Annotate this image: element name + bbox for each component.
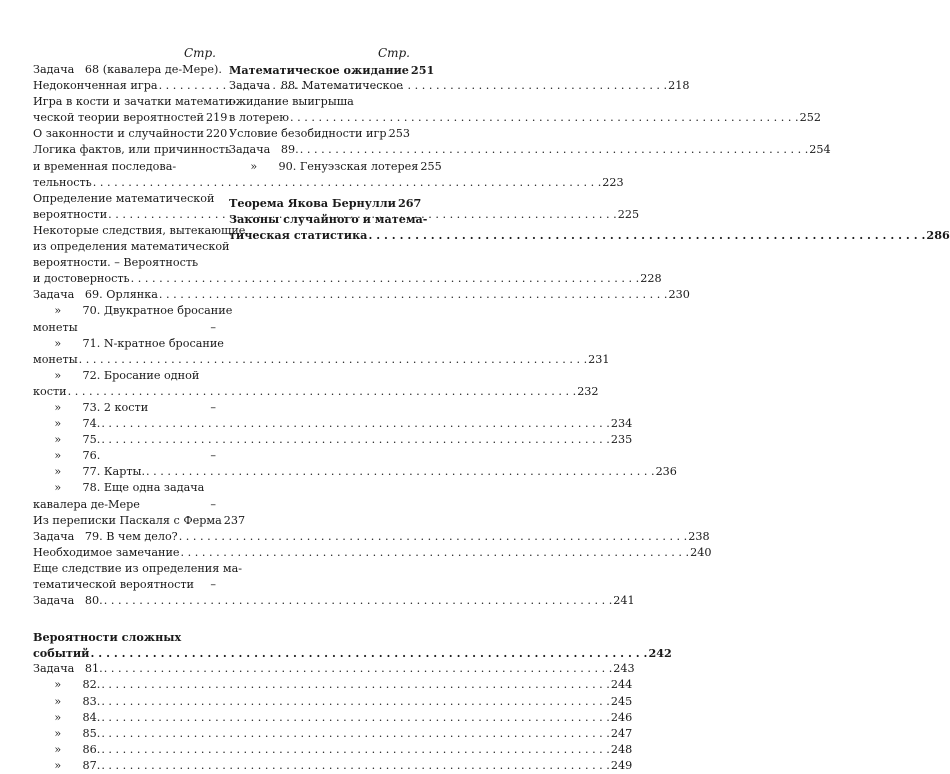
dot-leader bbox=[101, 432, 610, 448]
dot-leader bbox=[101, 742, 610, 758]
toc-line bbox=[33, 645, 216, 661]
toc-entry-title: Условие безобидности игр bbox=[229, 126, 387, 142]
toc-entry bbox=[33, 561, 216, 593]
toc-entry-title: » 84. bbox=[33, 710, 100, 726]
toc-page bbox=[0, 0, 439, 700]
toc-right-column bbox=[229, 44, 410, 243]
toc-line bbox=[33, 271, 216, 287]
page-number: 231 bbox=[588, 352, 609, 368]
dot-leader bbox=[79, 352, 588, 368]
page-number: – bbox=[210, 400, 216, 416]
toc-line bbox=[33, 320, 216, 336]
page-number: 248 bbox=[611, 742, 632, 758]
toc-line bbox=[33, 497, 216, 513]
toc-line bbox=[33, 480, 216, 496]
toc-entry-title: из определения математической bbox=[33, 239, 230, 255]
toc-entry-title: О законности и случайности bbox=[33, 126, 204, 142]
dot-leader bbox=[68, 384, 577, 400]
toc-section-heading bbox=[229, 211, 410, 243]
toc-left-column bbox=[33, 44, 216, 774]
page-number: – bbox=[210, 320, 216, 336]
left-entries bbox=[33, 62, 216, 774]
dot-leader bbox=[368, 227, 925, 243]
toc-line bbox=[33, 142, 216, 158]
page-number: 253 bbox=[389, 126, 410, 142]
page-number: 234 bbox=[611, 416, 632, 432]
toc-entry-title: » 73. 2 кости bbox=[33, 400, 148, 416]
toc-entry-title: ческой теории вероятностей bbox=[33, 110, 204, 126]
toc-entry-title: Задача 81. bbox=[33, 661, 103, 677]
toc-entry-title: ожидание выигрыша bbox=[229, 94, 354, 110]
dot-leader bbox=[101, 710, 610, 726]
toc-line bbox=[229, 211, 410, 227]
toc-entry-title: » 78. Еще одна задача bbox=[33, 480, 204, 496]
toc-entry-title: Недоконченная игра bbox=[33, 78, 158, 94]
toc-entry bbox=[33, 448, 216, 464]
page-number: 230 bbox=[668, 287, 689, 303]
toc-entry-title: » 86. bbox=[33, 742, 100, 758]
toc-entry bbox=[33, 529, 216, 545]
page-column-header: Стр. bbox=[33, 44, 216, 62]
toc-line bbox=[33, 758, 216, 774]
toc-entry-title: » 85. bbox=[33, 726, 100, 742]
page-number: 254 bbox=[809, 142, 830, 158]
toc-entry-title: Вероятности сложных bbox=[33, 629, 181, 645]
toc-line bbox=[33, 593, 216, 609]
toc-entry-title: » 75. bbox=[33, 432, 100, 448]
toc-line bbox=[33, 416, 216, 432]
toc-section-heading bbox=[33, 629, 216, 661]
toc-line bbox=[33, 78, 216, 94]
toc-entry-title: кавалера де-Мере bbox=[33, 497, 140, 513]
section-spacer bbox=[33, 609, 216, 629]
toc-entry bbox=[229, 78, 410, 126]
toc-entry-title: » 72. Бросание одной bbox=[33, 368, 199, 384]
toc-line bbox=[229, 94, 410, 110]
toc-line bbox=[33, 694, 216, 710]
toc-entry bbox=[33, 480, 216, 512]
toc-entry-title: » 77. Карты. bbox=[33, 464, 145, 480]
dot-leader bbox=[104, 593, 613, 609]
page-number: 218 bbox=[668, 78, 689, 94]
toc-line bbox=[229, 195, 410, 211]
page-number: 247 bbox=[611, 726, 632, 742]
page-number: – bbox=[210, 497, 216, 513]
page-number: 219 bbox=[206, 110, 227, 126]
toc-entry-title: в лотерею bbox=[229, 110, 289, 126]
dot-leader bbox=[101, 758, 610, 774]
toc-line bbox=[33, 545, 216, 561]
toc-line bbox=[33, 710, 216, 726]
toc-section-heading bbox=[229, 195, 410, 211]
toc-entry bbox=[33, 677, 216, 693]
toc-line bbox=[33, 207, 216, 223]
toc-entry bbox=[229, 159, 410, 175]
toc-line bbox=[229, 159, 410, 175]
toc-entry bbox=[33, 400, 216, 416]
page-number: 240 bbox=[690, 545, 711, 561]
toc-line bbox=[229, 78, 410, 94]
dot-leader bbox=[159, 287, 668, 303]
toc-entry-title: Математическое ожидание bbox=[229, 62, 409, 78]
dot-leader bbox=[290, 110, 799, 126]
page-number: 245 bbox=[611, 694, 632, 710]
page-number: 237 bbox=[224, 513, 245, 529]
toc-entry-title: Из переписки Паскаля с Ферма bbox=[33, 513, 222, 529]
page-number: 249 bbox=[611, 758, 632, 774]
toc-entry bbox=[33, 758, 216, 774]
page-number: 235 bbox=[611, 432, 632, 448]
toc-line bbox=[229, 110, 410, 126]
toc-entry bbox=[33, 432, 216, 448]
section-spacer bbox=[229, 175, 410, 195]
page-number: – bbox=[210, 577, 216, 593]
toc-line bbox=[33, 352, 216, 368]
toc-entry bbox=[33, 742, 216, 758]
page-number: 255 bbox=[420, 159, 441, 175]
toc-line bbox=[33, 159, 216, 175]
toc-entry-title: » 83. bbox=[33, 694, 100, 710]
dot-leader bbox=[146, 464, 655, 480]
toc-line bbox=[33, 577, 216, 593]
page-number: 252 bbox=[800, 110, 821, 126]
toc-entry bbox=[33, 303, 216, 335]
page-number: 225 bbox=[618, 207, 639, 223]
toc-line bbox=[33, 223, 216, 239]
toc-line bbox=[33, 742, 216, 758]
dot-leader bbox=[101, 416, 610, 432]
page-number: 241 bbox=[613, 593, 634, 609]
dot-leader bbox=[101, 677, 610, 693]
toc-entry-title: событий bbox=[33, 645, 89, 661]
dot-leader bbox=[101, 726, 610, 742]
page-number: 236 bbox=[656, 464, 677, 480]
toc-entry bbox=[33, 726, 216, 742]
toc-entry-title: Еще следствие из определения ма- bbox=[33, 561, 242, 577]
page-number: 286 bbox=[926, 227, 949, 243]
toc-line bbox=[33, 629, 216, 645]
toc-entry-title: Определение математической bbox=[33, 191, 214, 207]
page-number: 251 bbox=[411, 62, 434, 78]
toc-line bbox=[33, 529, 216, 545]
toc-entry bbox=[33, 126, 216, 142]
toc-line bbox=[229, 142, 410, 158]
dot-leader bbox=[300, 142, 809, 158]
toc-line bbox=[229, 62, 410, 78]
toc-entry-title: Некоторые следствия, вытекающие bbox=[33, 223, 245, 239]
page-number: 267 bbox=[398, 195, 421, 211]
toc-line bbox=[33, 726, 216, 742]
dot-leader bbox=[104, 661, 613, 677]
toc-entry-title: монеты bbox=[33, 320, 78, 336]
toc-entry-title: Задача 80. bbox=[33, 593, 103, 609]
dot-leader bbox=[181, 545, 690, 561]
toc-entry bbox=[33, 287, 216, 303]
toc-line bbox=[33, 175, 216, 191]
toc-line bbox=[33, 368, 216, 384]
toc-entry-title: и достоверность bbox=[33, 271, 130, 287]
toc-section-heading bbox=[229, 62, 410, 78]
toc-entry bbox=[33, 336, 216, 368]
toc-line bbox=[33, 110, 216, 126]
toc-entry bbox=[33, 661, 216, 677]
toc-entry-title: Задача 69. Орлянка bbox=[33, 287, 158, 303]
toc-line bbox=[229, 227, 410, 243]
toc-line bbox=[33, 384, 216, 400]
toc-entry bbox=[33, 710, 216, 726]
toc-entry bbox=[33, 94, 216, 126]
toc-line bbox=[33, 661, 216, 677]
toc-entry bbox=[33, 416, 216, 432]
page-number: 220 bbox=[206, 126, 227, 142]
toc-entry-title: » 82. bbox=[33, 677, 100, 693]
toc-line bbox=[33, 239, 216, 255]
toc-entry bbox=[229, 126, 410, 142]
toc-entry-title: » 74. bbox=[33, 416, 100, 432]
toc-entry-title: » 76. bbox=[33, 448, 100, 464]
toc-entry-title: кости bbox=[33, 384, 67, 400]
toc-line bbox=[33, 191, 216, 207]
toc-entry bbox=[33, 223, 216, 287]
toc-entry-title: Логика фактов, или причинность bbox=[33, 142, 231, 158]
toc-line bbox=[33, 464, 216, 480]
toc-entry-title: » 87. bbox=[33, 758, 100, 774]
toc-entry-title: Теорема Якова Бернулли bbox=[229, 195, 396, 211]
toc-entry bbox=[33, 513, 216, 529]
toc-entry-title: » 90. Генуэзская лотерея bbox=[229, 159, 418, 175]
toc-line bbox=[33, 126, 216, 142]
toc-entry bbox=[229, 142, 410, 158]
page-number: 244 bbox=[611, 677, 632, 693]
toc-line bbox=[229, 126, 410, 142]
dot-leader bbox=[179, 529, 688, 545]
toc-entry-title: Задача 89. bbox=[229, 142, 299, 158]
toc-entry-title: тематической вероятности bbox=[33, 577, 194, 593]
toc-entry bbox=[33, 142, 216, 190]
toc-entry bbox=[33, 593, 216, 609]
toc-entry bbox=[33, 545, 216, 561]
toc-entry-title: Задача 68 (кавалера де-Мере). bbox=[33, 62, 222, 78]
toc-entry-title: Необходимое замечание bbox=[33, 545, 180, 561]
toc-entry-title: Игра в кости и зачатки математи- bbox=[33, 94, 236, 110]
toc-entry-title: вероятности bbox=[33, 207, 107, 223]
toc-entry bbox=[33, 694, 216, 710]
toc-entry-title: монеты bbox=[33, 352, 78, 368]
toc-line bbox=[33, 561, 216, 577]
page-column-header: Стр. bbox=[229, 44, 410, 62]
toc-entry bbox=[33, 62, 216, 78]
page-number: – bbox=[210, 448, 216, 464]
toc-entry-title: Законы случайного и матема- bbox=[229, 211, 427, 227]
toc-entry-title: вероятности. – Вероятность bbox=[33, 255, 198, 271]
toc-entry-title: Задача 79. В чем дело? bbox=[33, 529, 178, 545]
page-number: 246 bbox=[611, 710, 632, 726]
toc-entry-title: тическая статистика bbox=[229, 227, 367, 243]
toc-entry-title: тельность bbox=[33, 175, 92, 191]
page-number: 228 bbox=[640, 271, 661, 287]
toc-entry bbox=[33, 78, 216, 94]
toc-entry bbox=[33, 191, 216, 223]
toc-line bbox=[33, 513, 216, 529]
dot-leader bbox=[131, 271, 640, 287]
toc-line bbox=[33, 336, 216, 352]
dot-leader bbox=[101, 694, 610, 710]
page-number: 243 bbox=[613, 661, 634, 677]
toc-line bbox=[33, 255, 216, 271]
toc-line bbox=[33, 303, 216, 319]
page-number: 223 bbox=[602, 175, 623, 191]
page-number: 242 bbox=[648, 645, 671, 661]
page-number: 238 bbox=[688, 529, 709, 545]
dot-leader bbox=[90, 645, 647, 661]
toc-line bbox=[33, 400, 216, 416]
toc-line bbox=[33, 94, 216, 110]
toc-line bbox=[33, 432, 216, 448]
toc-entry bbox=[33, 368, 216, 400]
toc-line bbox=[33, 677, 216, 693]
toc-line bbox=[33, 62, 216, 78]
toc-entry-title: » 71. N-кратное бросание bbox=[33, 336, 224, 352]
toc-line bbox=[33, 448, 216, 464]
toc-entry bbox=[33, 464, 216, 480]
toc-entry-title: и временная последова- bbox=[33, 159, 176, 175]
page-number: 232 bbox=[577, 384, 598, 400]
toc-entry-title: » 70. Двукратное бросание bbox=[33, 303, 232, 319]
right-entries bbox=[229, 62, 410, 243]
toc-line bbox=[33, 287, 216, 303]
toc-entry-title: Задача 88. Математическое bbox=[229, 78, 403, 94]
